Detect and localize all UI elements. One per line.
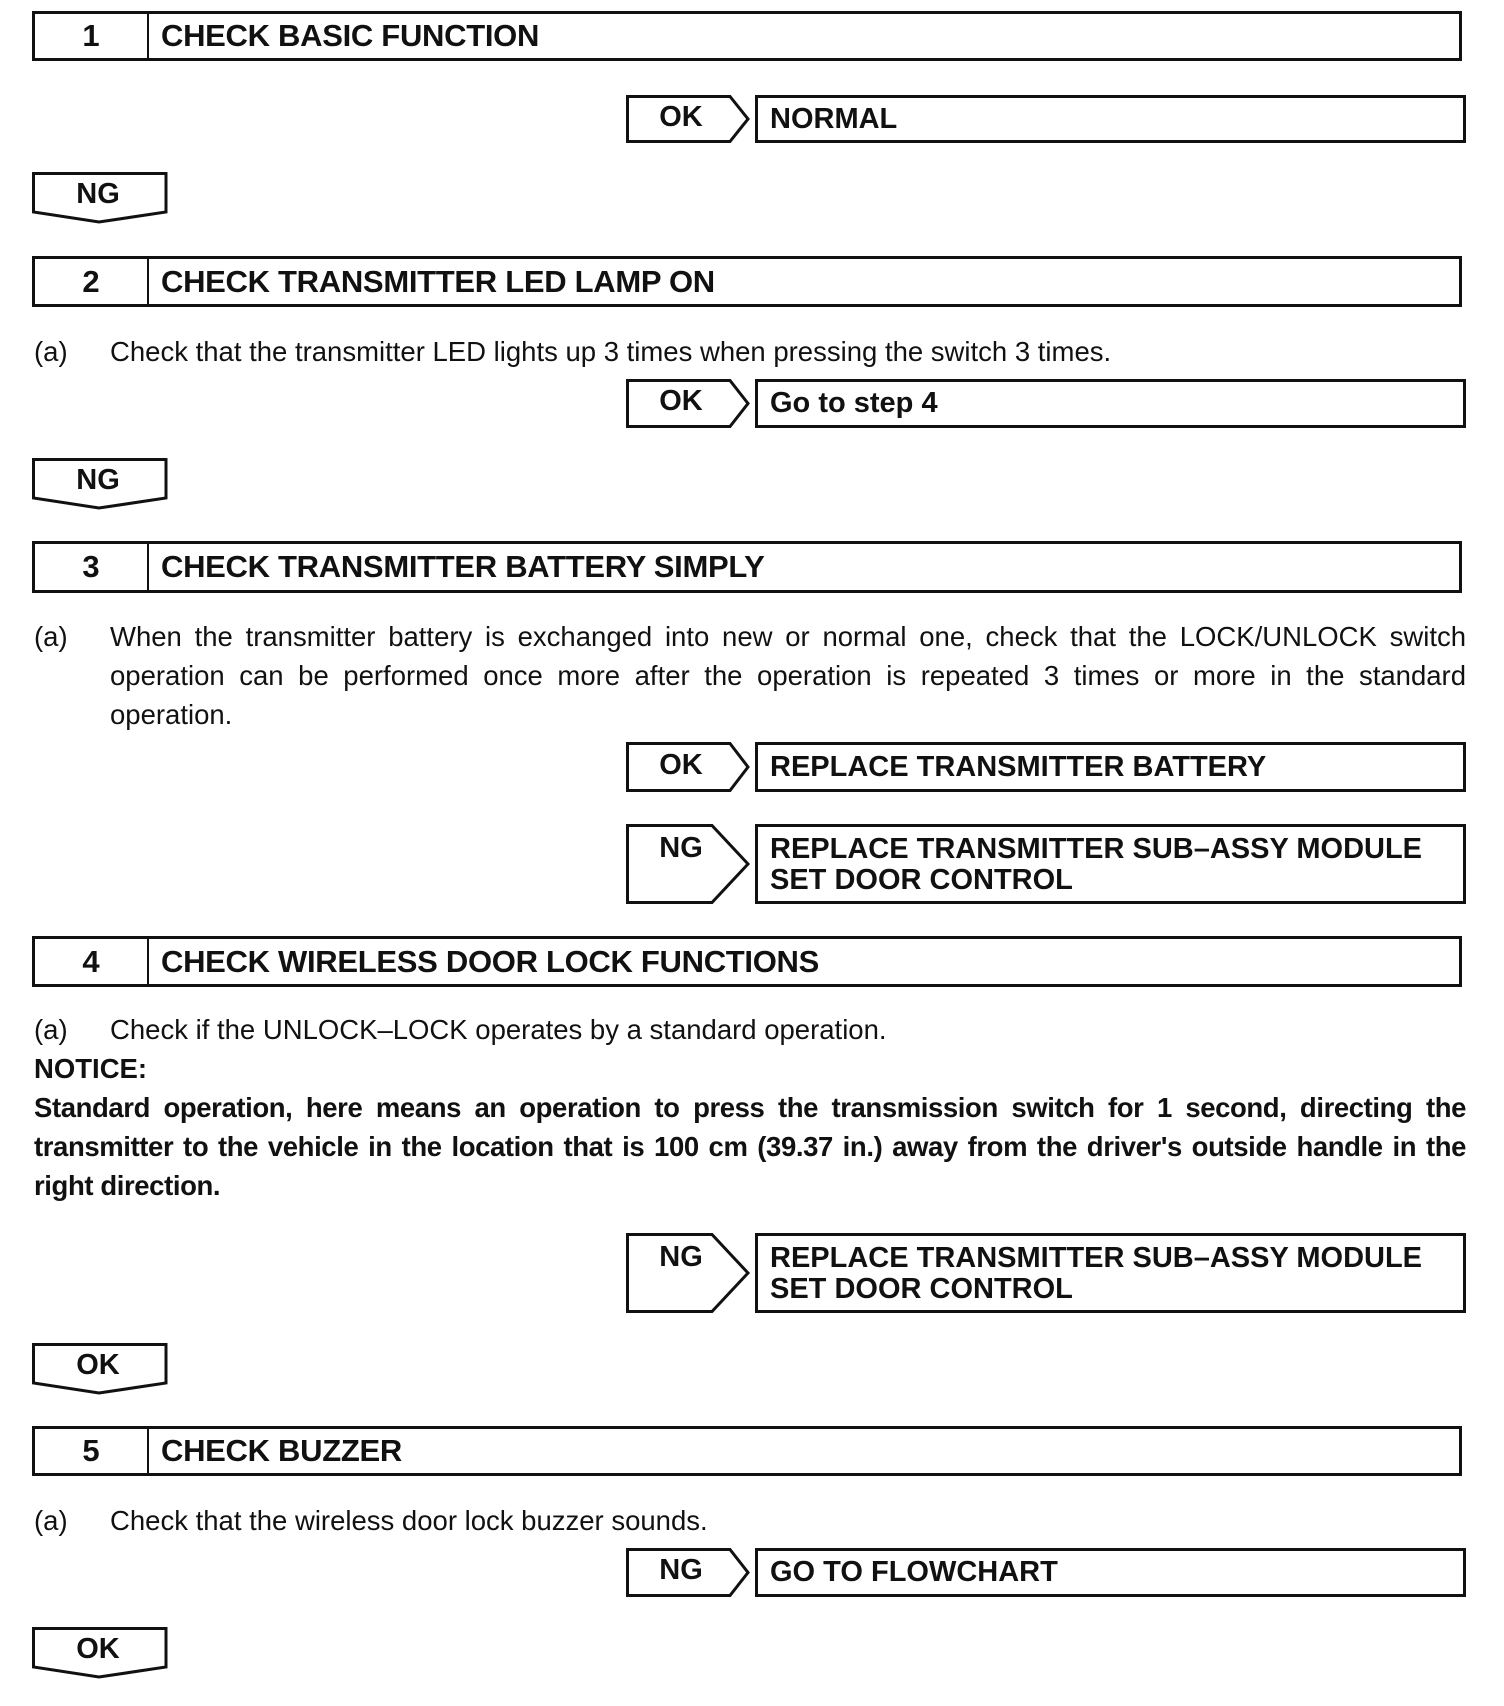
step-number: 1 [35,14,149,58]
badge-label: NG [76,464,120,496]
result-label: NG [659,1554,703,1586]
step-1-ok-branch [626,95,1466,143]
action-text: REPLACE TRANSMITTER BATTERY [770,750,1267,783]
action-text: GO TO FLOWCHART [770,1556,1058,1588]
step-1-header [32,11,1462,61]
instruction-marker: (a) [34,336,68,367]
step-number: 5 [35,1429,149,1473]
action-box [755,742,1466,792]
step-title: CHECK TRANSMITTER BATTERY SIMPLY [161,549,765,584]
step-3-ng-branch [626,824,1466,904]
notice-text: Standard operation, here means an operation to press the transmission switch for 1 second, directing the transmitter to the vehicle in the location that is 100 cm (39.37 in.) away from the driver's outside handle in the right direction. [34,1092,1466,1201]
result-label: NG [659,832,703,864]
action-box [755,95,1466,143]
step-title: CHECK BUZZER [161,1433,402,1468]
action-text-line-2: SET DOOR CONTROL [770,864,1073,896]
action-box [755,824,1466,904]
instruction-text: Check that the transmitter LED lights up 3 times when pressing the switch 3 times. [110,336,1112,367]
step-4-ng-branch [626,1233,1466,1313]
action-text: Go to step 4 [770,387,938,419]
step-5-ok-continue-badge [32,1627,170,1679]
action-text-line-1: REPLACE TRANSMITTER SUB–ASSY MODULE [770,833,1423,865]
step-4-header [32,936,1462,987]
step-number: 4 [35,939,149,984]
result-label: OK [659,101,703,133]
action-text: NORMAL [770,102,898,135]
step-2-header [32,256,1462,307]
step-2-ng-continue-badge [32,458,170,510]
result-label: NG [659,1241,703,1273]
result-label: OK [659,385,703,417]
action-text-line-2: SET DOOR CONTROL [770,1273,1073,1305]
step-4-ok-continue-badge [32,1343,170,1395]
instruction-text: When the transmitter battery is exchanged into new or normal one, check that the LOCK/UNLOCK switch operation can be performed once more after the operation is repeated 3 times or more in the standard operation. [110,621,1466,730]
badge-label: OK [76,1633,120,1665]
action-box [755,1548,1466,1597]
step-title: CHECK WIRELESS DOOR LOCK FUNCTIONS [161,943,820,979]
action-box [755,379,1466,428]
step-3-ok-branch [626,742,1466,792]
step-title: CHECK TRANSMITTER LED LAMP ON [161,263,715,299]
result-label: OK [659,749,703,781]
action-text-line-1: REPLACE TRANSMITTER SUB–ASSY MODULE [770,1242,1423,1274]
step-number: 3 [35,544,149,590]
step-number: 2 [35,259,149,304]
step-1-ng-continue-badge [32,172,170,224]
action-box [755,1233,1466,1313]
step-5-ng-branch [626,1548,1466,1597]
instruction-text: Check if the UNLOCK–LOCK operates by a standard operation. [110,1014,887,1045]
instruction-marker: (a) [34,621,68,652]
instruction-text: Check that the wireless door lock buzzer sounds. [110,1505,708,1536]
instruction-marker: (a) [34,1505,68,1536]
instruction-marker: (a) [34,1014,68,1045]
notice-label: NOTICE: [34,1053,148,1084]
step-2-ok-branch [626,379,1466,428]
badge-label: OK [76,1349,120,1381]
badge-label: NG [76,178,120,210]
step-5-header [32,1426,1462,1476]
step-title: CHECK BASIC FUNCTION [161,18,540,53]
step-3-header [32,541,1462,593]
